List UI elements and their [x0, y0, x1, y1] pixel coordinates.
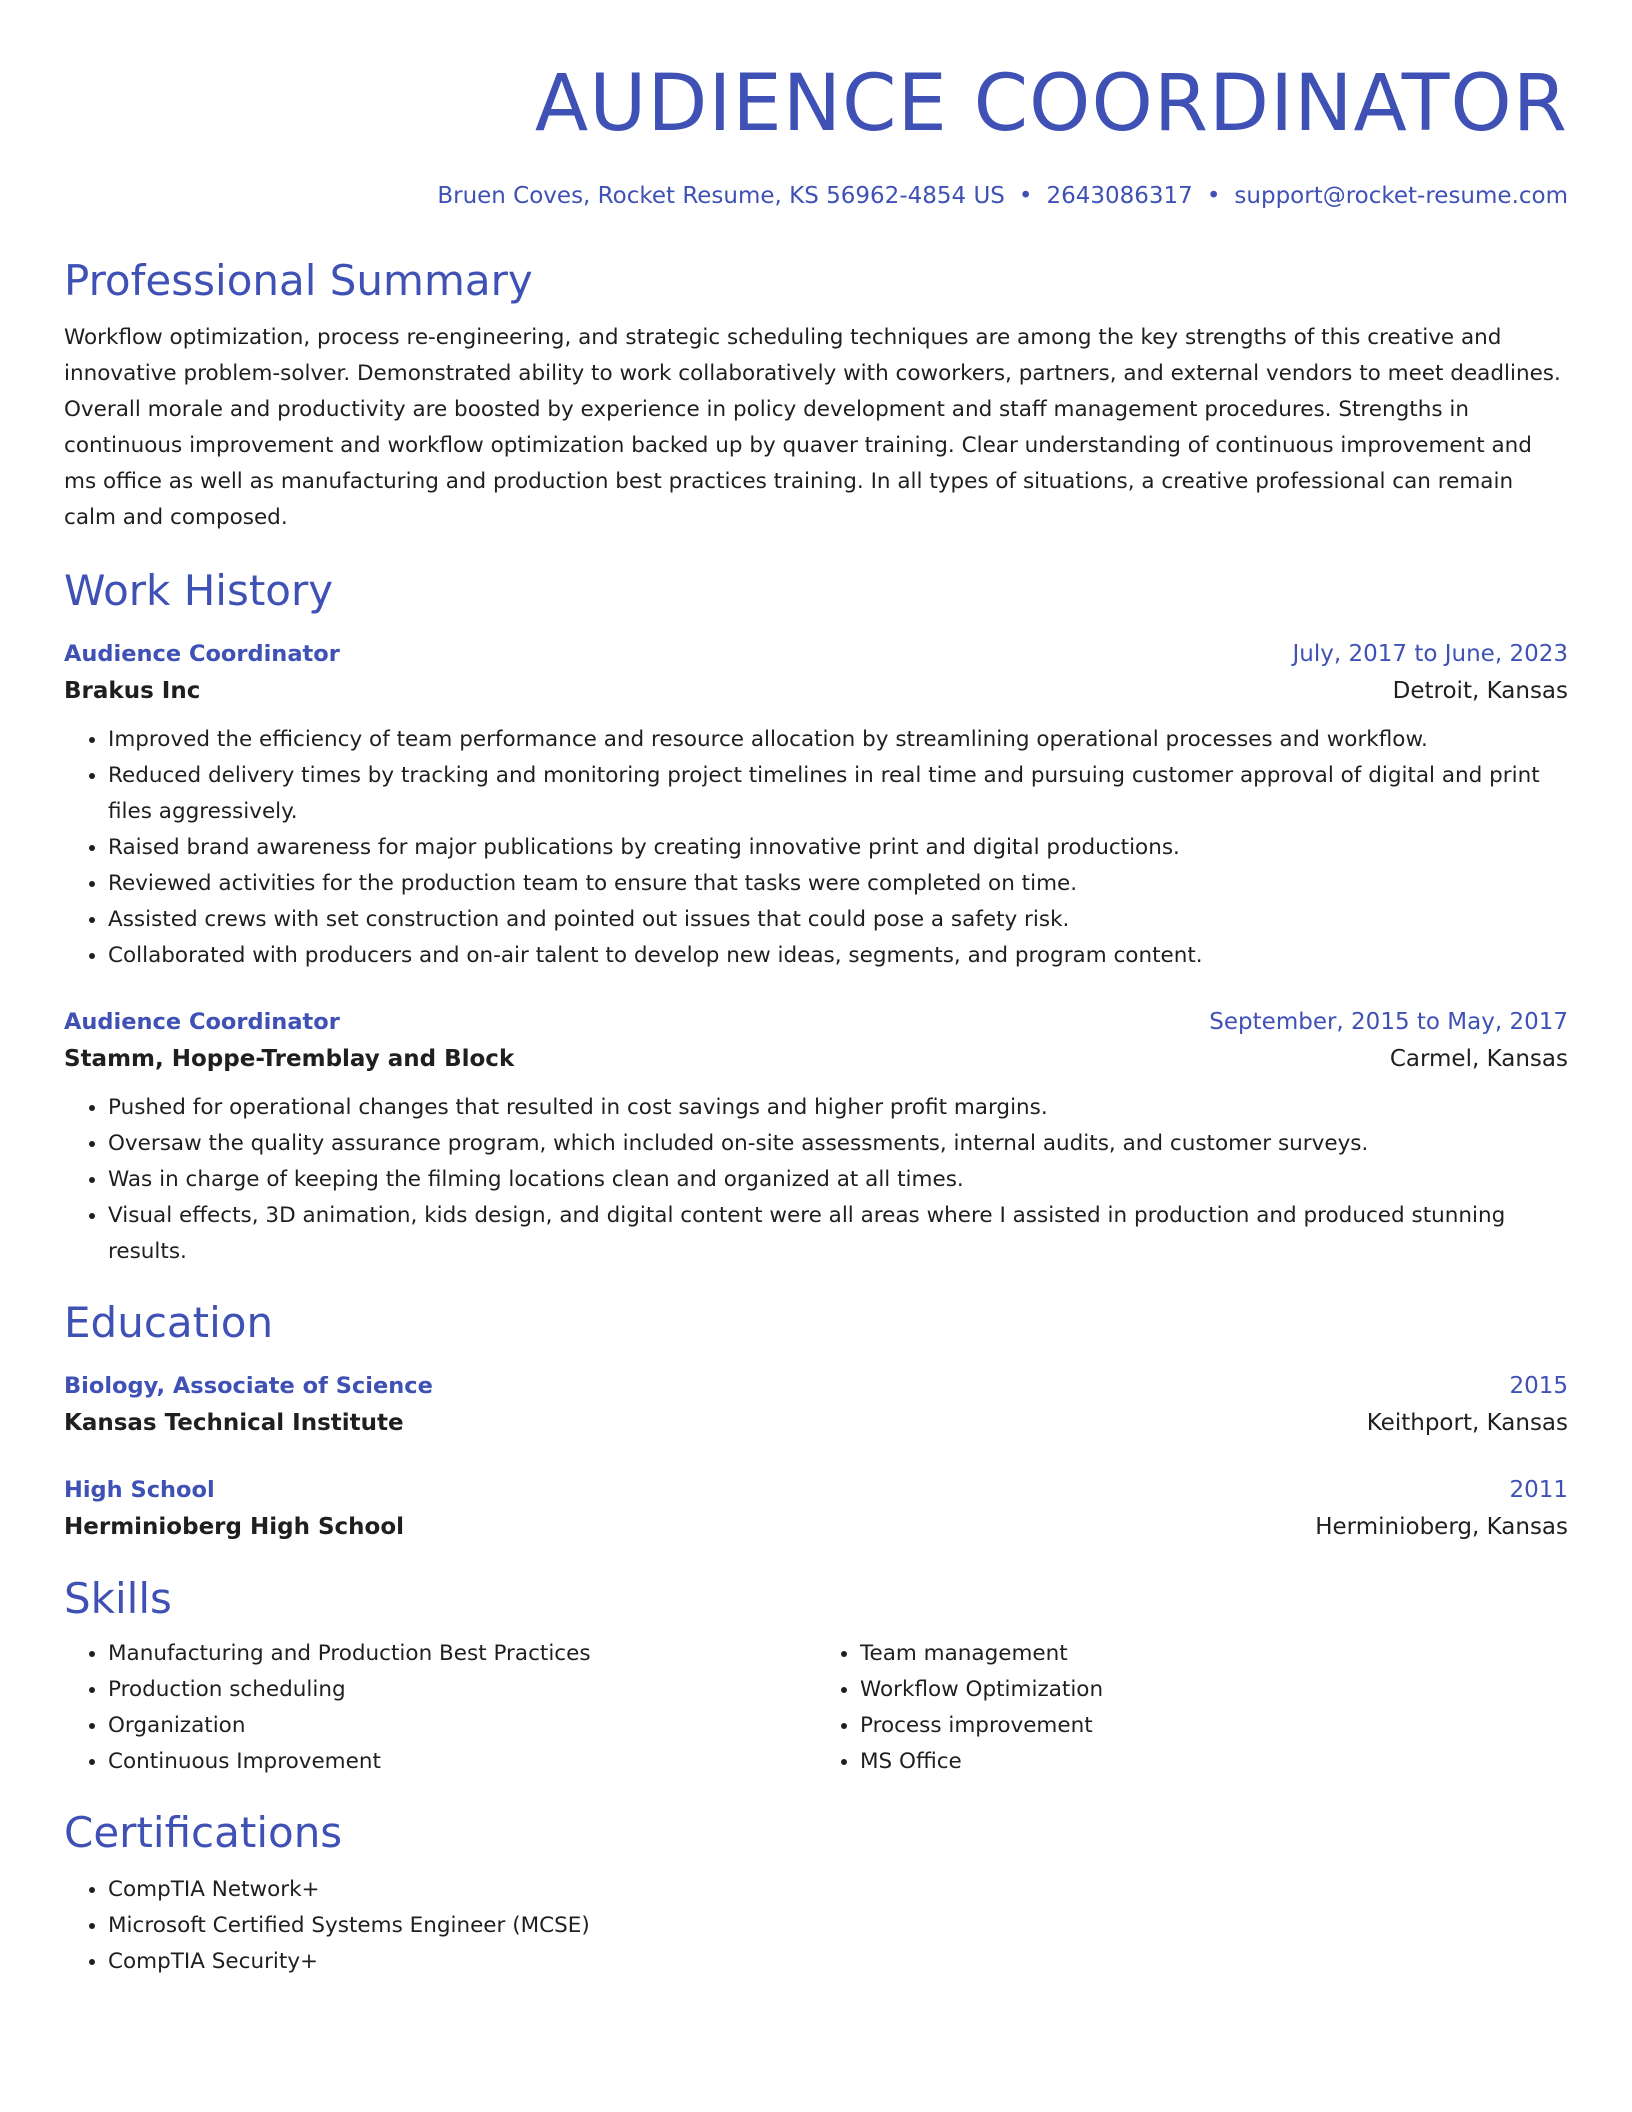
job-company-row [64, 672, 1568, 710]
skill-item: • Production scheduling [108, 1672, 816, 1708]
job-bullet: • Raised brand awareness for major publications by creating innovative print and digital productions. [108, 830, 1568, 866]
job-bullet: • Improved the efficiency of team performance and resource allocation by streamlining operational processes and workflow. [108, 722, 1568, 758]
contact-address: Bruen Coves, Rocket Resume, KS 56962-4854 US [437, 183, 1005, 209]
job-bullet: • Pushed for operational changes that resulted in cost savings and higher profit margins. [108, 1090, 1568, 1126]
job-location: Carmel, Kansas [1389, 1046, 1568, 1072]
job-bullet: • Visual effects, 3D animation, kids design, and digital content were all areas where I assisted in production and produced stunning results. [108, 1198, 1568, 1270]
job-entry [64, 1004, 1568, 1270]
education-degree: High School [64, 1477, 215, 1503]
job-bullet: • Collaborated with producers and on-air talent to develop new ideas, segments, and program content. [108, 938, 1568, 974]
education-school: Kansas Technical Institute [64, 1410, 404, 1436]
resume-header [64, 56, 1568, 212]
job-bullet: • Oversaw the quality assurance program, which included on-site assessments, internal audits, and customer surveys. [108, 1126, 1568, 1162]
education-school: Herminioberg High School [64, 1514, 405, 1540]
certification-item: • CompTIA Network+ [108, 1872, 1568, 1908]
job-bullet: • Reviewed activities for the production team to ensure that tasks were completed on time. [108, 866, 1568, 902]
job-bullet: • Was in charge of keeping the filming locations clean and organized at all times. [108, 1162, 1568, 1198]
education-location: Keithport, Kansas [1366, 1410, 1568, 1436]
education-degree: Biology, Associate of Science [64, 1373, 433, 1399]
skill-item: • MS Office [860, 1744, 1568, 1780]
job-company: Stamm, Hoppe-Tremblay and Block [64, 1046, 515, 1072]
job-role: Audience Coordinator [64, 1009, 340, 1035]
summary-text: Workflow optimization, process re-engineering, and strategic scheduling techniques are among the key strengths of this creative and innovative problem-solver. Demonstrated ability to work collaboratively with coworkers, partners, and external vendors to meet deadlines. Overall morale and productivity are boosted by experience in policy development and staff management procedures. Strengths in continuous improvement and workflow optimization backed up by quaver training. Clear understanding of continuous improvement and ms office as well as manufacturing and production best practices training. In all types of situations, a creative professional can remain calm and composed. [64, 325, 1561, 530]
job-header-row [64, 1004, 1568, 1040]
job-header-row [64, 636, 1568, 672]
certification-item: • CompTIA Security+ [108, 1944, 1568, 1980]
skill-item: • Manufacturing and Production Best Practices [108, 1636, 816, 1672]
section-title-education: Education [64, 1298, 274, 1347]
job-entry [64, 636, 1568, 974]
education-entry [64, 1472, 1568, 1546]
job-dates: July, 2017 to June, 2023 [1292, 641, 1568, 667]
skills-column-right [816, 1636, 1568, 1780]
skill-item: • Continuous Improvement [108, 1744, 816, 1780]
education-year: 2011 [1509, 1477, 1568, 1503]
job-company: Brakus Inc [64, 678, 201, 704]
job-company-row [64, 1040, 1568, 1078]
education-year: 2015 [1509, 1373, 1568, 1399]
skill-item: • Organization [108, 1708, 816, 1744]
job-bullet: • Assisted crews with set construction and pointed out issues that could pose a safety risk. [108, 902, 1568, 938]
skills-grid [64, 1636, 1568, 1780]
education-entry [64, 1368, 1568, 1442]
section-title-skills: Skills [64, 1574, 172, 1623]
skills-column-left [64, 1636, 816, 1780]
skill-item: • Process improvement [860, 1708, 1568, 1744]
contact-email: support@rocket-resume.com [1234, 183, 1568, 209]
education-school-row [64, 1404, 1568, 1442]
contact-separator: • [1206, 183, 1221, 209]
certification-item: • Microsoft Certified Systems Engineer (MCSE) [108, 1908, 1568, 1944]
section-title-summary: Professional Summary [64, 256, 533, 305]
education-school-row [64, 1508, 1568, 1546]
contact-line [64, 180, 1568, 212]
education-header-row [64, 1368, 1568, 1404]
candidate-title: AUDIENCE COORDINATOR [534, 59, 1568, 149]
education-header-row [64, 1472, 1568, 1508]
job-role: Audience Coordinator [64, 641, 340, 667]
contact-phone: 2643086317 [1046, 183, 1193, 209]
contact-separator: • [1018, 183, 1033, 209]
section-title-work-history: Work History [64, 566, 334, 615]
skill-item: • Workflow Optimization [860, 1672, 1568, 1708]
education-location: Herminioberg, Kansas [1315, 1514, 1568, 1540]
job-bullets [64, 722, 1568, 974]
job-bullet: • Reduced delivery times by tracking and monitoring project timelines in real time and pursuing customer approval of digital and print files aggressively. [108, 758, 1568, 830]
certifications-list [64, 1872, 1568, 1980]
job-bullets [64, 1090, 1568, 1270]
section-title-certifications: Certifications [64, 1808, 343, 1857]
job-location: Detroit, Kansas [1392, 678, 1568, 704]
skill-item: • Team management [860, 1636, 1568, 1672]
job-dates: September, 2015 to May, 2017 [1209, 1009, 1568, 1035]
